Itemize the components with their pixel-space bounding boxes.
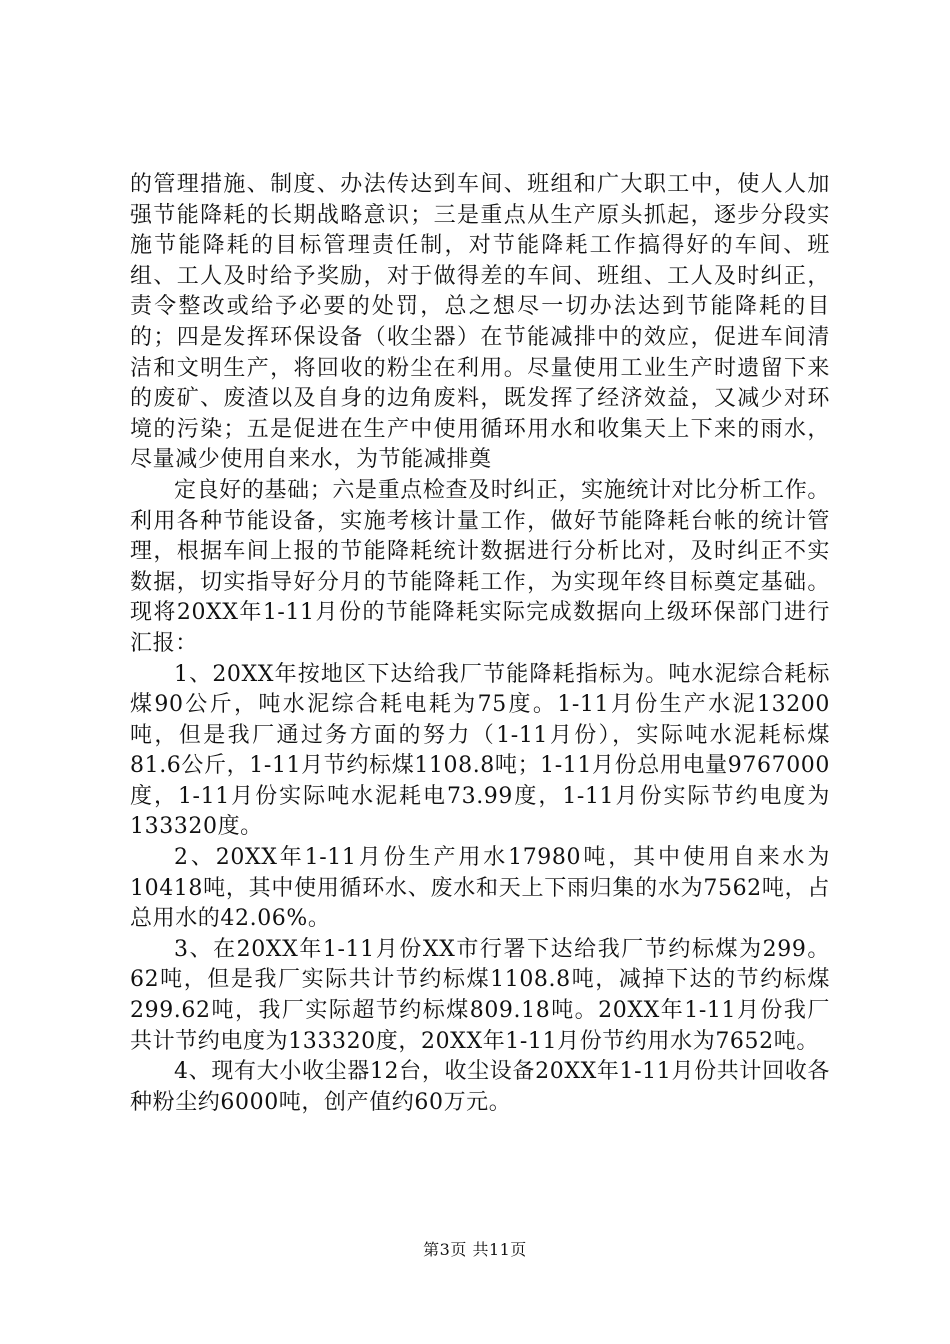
paragraph-item-2: 2、20XX年1-11月份生产用水17980吨，其中使用自来水为10418吨，其中使用循环水、废水和天上下雨归集的水为7562吨，占总用水的42.06%。 [130,845,830,932]
paragraph-item-1: 1、20XX年按地区下达给我厂节能降耗指标为。吨水泥综合耗标煤90公斤，吨水泥综合耗电耗为75度。1-11月份生产水泥13200吨，但是我厂通过务方面的努力（1-11月份），实际吨水泥耗标煤81.6公斤，1-11月节约标煤1108.8吨；1-11月份总用电量9767000度，1-11月份实际吨水泥耗电73.99度，1-11月份实际节约电度为133320度。 [130,661,830,840]
paragraph-item-4: 4、现有大小收尘器12台，收尘设备20XX年1-11月份共计回收各种粉尘约6000吨，创产值约60万元。 [130,1059,830,1115]
paragraph-item-3: 3、在20XX年1-11月份XX市行署下达给我厂节约标煤为299。62吨，但是我厂实际共计节约标煤1108.8吨，减掉下达的节约标煤299.62吨，我厂实际超节约标煤809.18吨。20XX年1-11月份我厂共计节约电度为133320度，20XX年1-11月份节约用水为7652吨。 [130,936,830,1054]
page-number-footer: 第3页 共11页 [423,1240,527,1259]
paragraph-foundation: 定良好的基础；六是重点检查及时纠正，实施统计对比分析工作。利用各种节能设备，实施考核计量工作，做好节能降耗台帐的统计管理，根据车间上报的节能降耗统计数据进行分析比对，及时纠正不实数据，切实指导好分月的节能降耗工作，为实现年终目标奠定基础。现将20XX年1-11月份的节能降耗实际完成数据向上级环保部门进行汇报： [130,477,830,656]
paragraph-measures: 的管理措施、制度、办法传达到车间、班组和广大职工中，使人人加强节能降耗的长期战略意识；三是重点从生产原头抓起，逐步分段实施节能降耗的目标管理责任制，对节能降耗工作搞得好的车间、班组、工人及时给予奖励，对于做得差的车间、班组、工人及时纠正，责令整改或给予必要的处罚，总之想尽一切办法达到节能降耗的目的；四是发挥环保设备（收尘器）在节能减排中的效应，促进车间清洁和文明生产，将回收的粉尘在利用。尽量使用工业生产时遗留下来的废矿、废渣以及自身的边角废料，既发挥了经济效益，又减少对环境的污染；五是促进在生产中使用循环用水和收集天上下来的雨水，尽量减少使用自来水，为节能减排奠 [130,172,830,473]
document-body [130,170,830,1118]
